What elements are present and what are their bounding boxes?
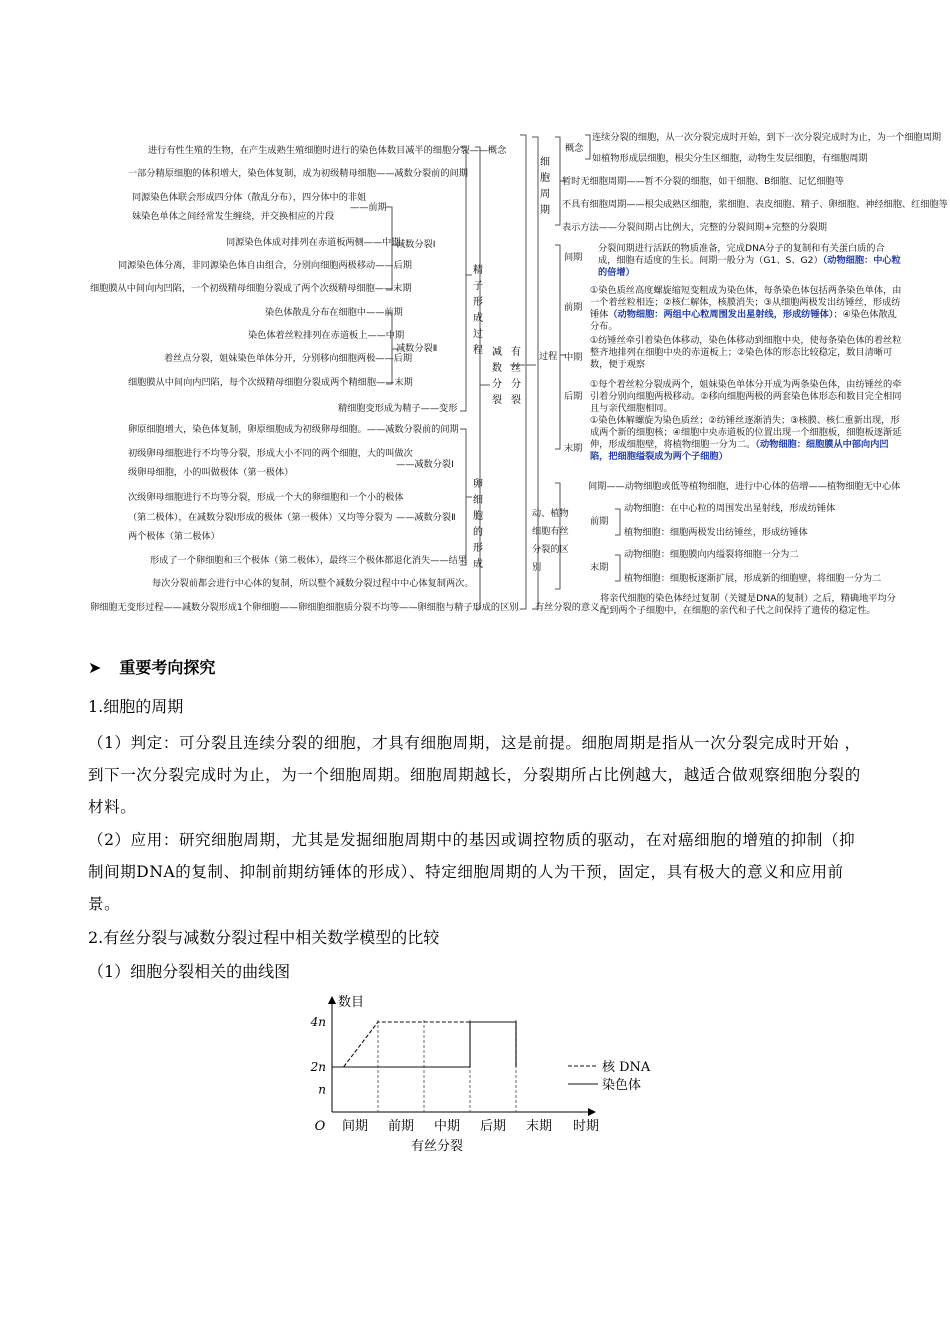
mm-diff-prophase-plant: 植物细胞：细胞两极发出纺锤丝，形成纺锤体 (624, 527, 808, 538)
mm-anaphase-text: ①每个着丝粒分裂成两个，姐妹染色单体分开成为两条染色体，由纺锤丝的牵引着分别向细胞两极移动。②移向细胞两极的两套染色体形态和数目完全相同且与亲代细胞相同。 (590, 379, 902, 414)
mm-metaphase2: 染色体着丝粒排列在赤道板上——中期 (248, 330, 405, 341)
mm-egg-meiosis1-b: 级卵母细胞，小的叫做极体（第一极体） (128, 467, 294, 478)
mm-cycle-def: 连续分裂的细胞，从一次分裂完成时开始，到下一次分裂完成时为止，为一个细胞周期 (592, 132, 942, 143)
mm-telophase1: 细胞膜从中间向内凹陷，一个初级精母细胞分裂成了两个次级精母细胞——末期 (90, 283, 412, 294)
paragraph-judgement: （1）判定：可分裂且连续分裂的细胞，才具有细胞周期，这是前提。细胞周期是指从一次分裂完成时开始 ，到下一次分裂完成时为止，为一个细胞周期。细胞周期越长，分裂期所占比例越大，越适合做观察细胞分裂的材料。 (88, 734, 861, 816)
mm-meiosis1-label: 减数分裂Ⅰ (396, 239, 436, 250)
x-axis-arrow (588, 1108, 596, 1116)
mm-metaphase-text: ①纺锤丝牵引着染色体移动，染色体移动到细胞中央，使每条染色体的着丝粒整齐地排列在细胞中央的赤道板上；②染色体的形态比较稳定，数目清晰可数，便于观察 (590, 335, 902, 370)
mm-prophase1-a: 同源染色体联会形成四分体（散乱分布），四分体中的非姐 (132, 192, 367, 203)
mm-egg-sperm-difference: 卵细胞无变形过程——减数分裂形成1个卵细胞——卵细胞细胞质分裂不均等——卵细胞与精子形成的区别 (90, 602, 519, 613)
mm-interphase-label: 间期 (564, 252, 583, 263)
mm-telophase-label: 末期 (564, 443, 583, 454)
chart-caption: 有丝分裂 (410, 1139, 464, 1154)
section-1-title: 1.细胞的周期 (88, 697, 184, 716)
mm-anaphase1: 同源染色体分离，非同源染色体自由组合，分别向细胞两极移动——后期 (118, 260, 412, 271)
paragraph-application: （2）应用：研究细胞周期，尤其是发掘细胞周期中的基因或调控物质的驱动，在对癌细胞的增殖的抑制（抑制间期DNA的复制、抑制前期纺锤体的形成）、特定细胞周期的人为干预，固定，具有极大的意义和应用前景。 (88, 831, 856, 913)
mm-metamorphosis: 精细胞变形成为精子——变形 (338, 403, 458, 414)
mm-diff-telophase-animal: 动物细胞：细胞膜向内缢裂将细胞一分为二 (624, 549, 799, 560)
mm-prophase2: 染色体散乱分布在细胞中——前期 (265, 307, 403, 318)
mm-egg-formation-label: 卵细胞的形成 (473, 479, 483, 570)
mm-cycle-examples: 如植物形成层细胞，根尖分生区细胞，动物生发层细胞，有细胞周期 (592, 153, 868, 164)
mm-representation: 表示方法——分裂间期占比例大，完整的分裂间期+完整的分裂期 (562, 222, 827, 233)
mm-metaphase1: 同源染色体成对排列在赤道板两侧——中期 (226, 237, 401, 248)
mm-process-label: 过程 (539, 351, 558, 362)
mm-cell-cycle-label: 细胞周期 (540, 157, 550, 216)
mm-egg-result: 形成了一个卵细胞和三个极体（第二极体），最终三个极体都退化消失——结果 (150, 555, 467, 566)
mm-egg-meiosis2-c: 两个极体（第二极体） (128, 531, 220, 542)
heading-text: 重要考向探究 (119, 658, 216, 677)
mm-telophase-text: ①染色体解螺旋为染色质丝；②纺锤丝逐渐消失；③核膜、核仁重新出现，形成两个新的细胞核；④细胞中央赤道板的位置出现一个细胞板，细胞板逐渐延伸，形成细胞壁，将植物细胞一分为二。（动物细胞：细胞膜从中部向内凹陷，把细胞缢裂成为两个子细胞） (590, 415, 902, 462)
mitosis-curve-chart (300, 990, 651, 1160)
chart-svg (300, 990, 651, 1160)
y-axis-arrow (328, 996, 336, 1004)
section-heading (88, 655, 215, 678)
subsection-curve-title: （1）细胞分裂相关的曲线图 (88, 962, 291, 981)
mm-prophase-text: ①染色质丝高度螺旋缩短变粗成为染色体，每条染色体包括两条染色单体，由一个着丝粒相连；②核仁解体，核膜消失；③从细胞两极发出纺锤丝，形成纺锤体（动物细胞：两组中心粒周围发出星射线，形成纺锤体）；④染色体散乱分布。 (590, 285, 902, 332)
section-2-title: 2.有丝分裂与减数分裂过程中相关数学模型的比较 (88, 928, 440, 947)
mm-centrosome-note: 每次分裂前都会进行中心体的复制，所以整个减数分裂过程中中心体复制两次。 (152, 578, 474, 589)
mm-egg-meiosis2-label: ——减数分裂Ⅱ (396, 512, 456, 523)
x-tick-label: 中期 (433, 1119, 461, 1134)
mm-egg-meiosis2-b: （第二极体），在减数分裂Ⅰ形成的极体（第一极体）又均等分裂为 (128, 512, 393, 523)
mm-meiosis2-label: 减数分裂Ⅱ (396, 343, 438, 354)
legend-label: 染色体 (602, 1078, 642, 1093)
mm-sperm-interphase: 一部分精原细胞的体积增大，染色体复制，成为初级精母细胞——减数分裂前的间期 (128, 168, 468, 179)
mm-mitosis-center: 有丝分裂 (511, 347, 521, 406)
mm-egg-interphase: 卵原细胞增大，染色体复制，卵原细胞成为初级卵母细胞。——减数分裂前的间期 (128, 424, 459, 435)
mm-meiosis-concept: 进行有性生殖的生物，在产生成熟生殖细胞时进行的染色体数目减半的细胞分裂——概念 (148, 145, 507, 156)
mm-egg-meiosis2-a: 次级卵母细胞进行不均等分裂，形成一个大的卵细胞和一个小的极体 (128, 492, 404, 503)
mm-interphase-text: 分裂间期进行活跃的物质准备，完成DNA分子的复制和有关蛋白质的合成，细胞有适度的生长。间期一般分为（G1、S、G2）（动物细胞：中心粒的倍增） (598, 243, 901, 278)
legend-label: 核 DNA (602, 1060, 651, 1075)
mm-anaphase2: 着丝点分裂，姐妹染色单体分开，分别移向细胞两极——后期 (164, 353, 413, 364)
mm-significance-label: 有丝分裂的意义 (535, 602, 600, 613)
mm-prophase1-b: 妹染色单体之间经常发生缠绕，并交换相应的片段 (132, 211, 335, 222)
mm-diff-prophase-label: 前期 (590, 516, 609, 527)
mm-meiosis-center: 减数分裂 (492, 347, 502, 406)
x-tick-label: 末期 (525, 1119, 553, 1134)
mm-prophase1-label: ——前期 (350, 202, 387, 213)
mm-prophase-label: 前期 (564, 302, 583, 313)
mm-no-cycle: 不具有细胞周期——根尖成熟区细胞，浆细胞、表皮细胞、精子、卵细胞、神经细胞、红细胞等 (562, 199, 948, 210)
mm-telophase2: 细胞膜从中间向内凹陷，每个次级精母细胞分裂成两个精细胞——末期 (128, 377, 413, 388)
mm-diff-prophase-animal: 动物细胞：在中心粒的周围发出星射线，形成纺锤体 (624, 503, 836, 514)
knowledge-mindmap (80, 125, 948, 625)
mm-difference-label: 动、植物细胞有丝分裂的区别 (532, 508, 569, 573)
origin-label: O (314, 1119, 326, 1134)
mm-egg-meiosis1-label: ——减数分裂Ⅰ (396, 459, 454, 470)
y-axis-label: 数目 (338, 995, 365, 1010)
mm-diff-telophase-label: 末期 (590, 562, 609, 573)
mm-concept-label: 概念 (565, 143, 584, 154)
mm-diff-telophase-plant: 植物细胞：细胞板逐渐扩展，形成新的细胞壁，将细胞一分为二 (624, 573, 882, 584)
x-tick-label: 前期 (387, 1119, 415, 1134)
mm-diff-interphase: 间期——动物细胞或低等植物细胞，进行中心体的倍增——植物细胞无中心体 (588, 481, 901, 492)
arrow-bullet-icon: ➤ (88, 658, 102, 677)
mm-anaphase-label: 后期 (564, 391, 583, 402)
y-tick-label: n (318, 1082, 326, 1097)
y-tick-label: 4n (310, 1015, 326, 1029)
mm-significance-text: 将亲代细胞的染色体经过复制（关键是DNA的复制）之后，精确地平均分配到两个子细胞中，在细胞的亲代和子代之间保持了遗传的稳定性。 (600, 593, 896, 616)
x-tick-label: 间期 (341, 1119, 369, 1134)
mm-temporary-none: 暂时无细胞周期——暂不分裂的细胞，如干细胞、B细胞、记忆细胞等 (562, 176, 844, 187)
x-axis-label: 时期 (572, 1119, 600, 1134)
mm-metaphase-label: 中期 (564, 352, 583, 363)
mm-egg-meiosis1-a: 初级卵母细胞进行不均等分裂，形成大小不同的两个细胞，大的叫做次 (128, 448, 413, 459)
y-tick-label: 2n (310, 1060, 326, 1074)
mm-sperm-formation-label: 精子形成过程 (473, 265, 483, 356)
x-tick-label: 后期 (479, 1119, 507, 1134)
